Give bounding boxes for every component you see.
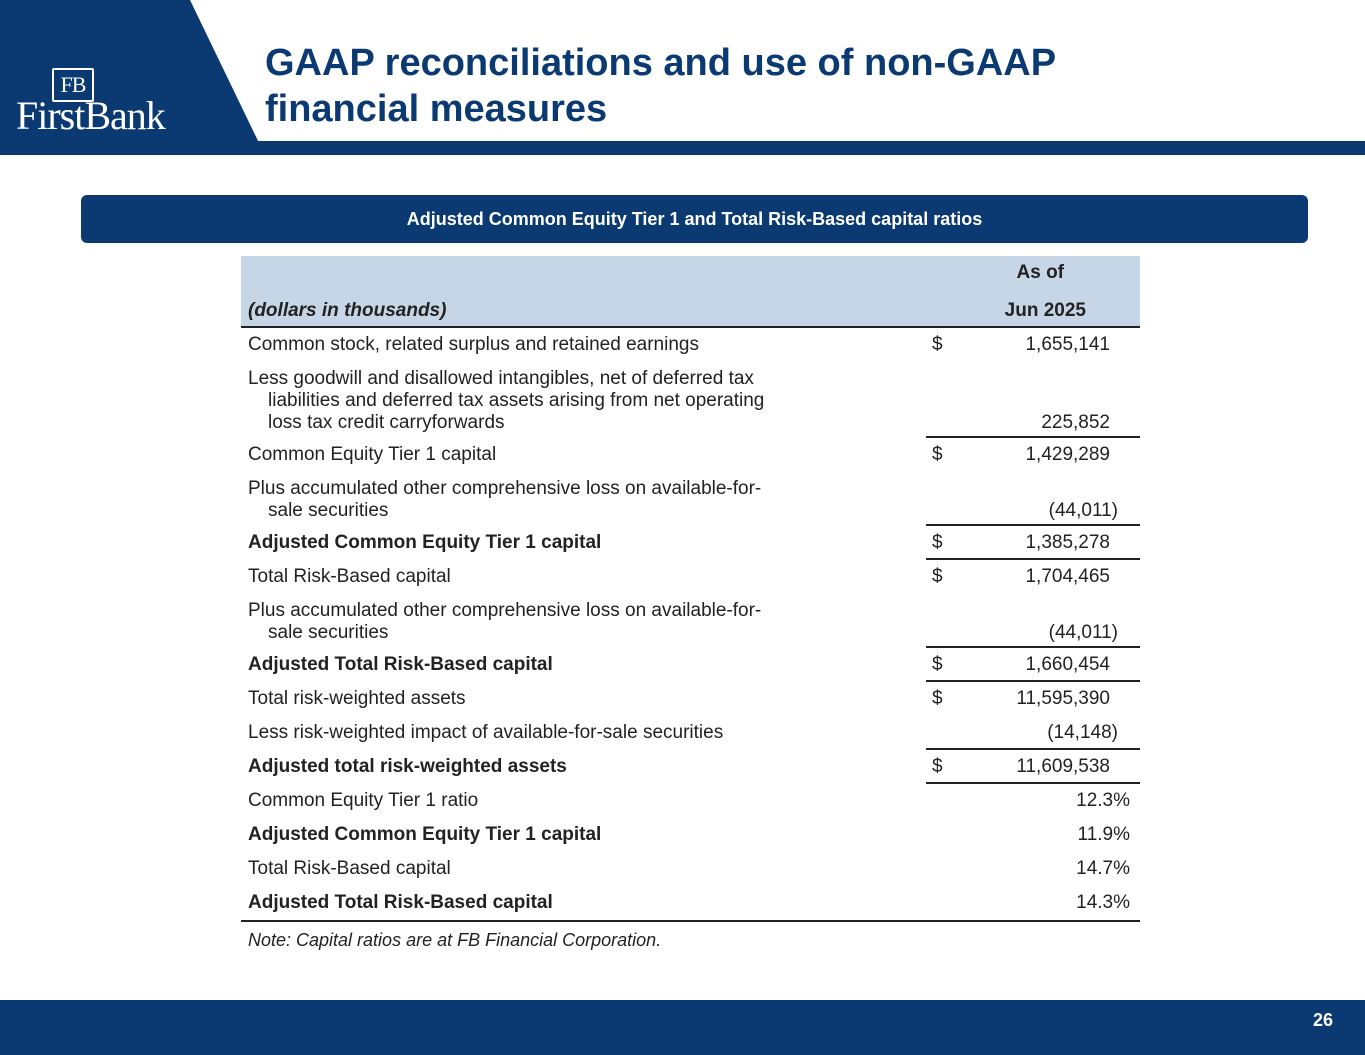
row-value: 12.3%	[1076, 790, 1130, 811]
row-label: Common stock, related surplus and retained earnings	[248, 334, 699, 355]
dollar-sign: $	[932, 444, 943, 465]
table-row	[241, 438, 1140, 472]
table-row	[241, 750, 1140, 784]
value-cell	[926, 362, 1140, 438]
row-value: 11,609,538	[1016, 756, 1110, 777]
value-cell	[926, 560, 1140, 594]
value-cell	[926, 328, 1140, 362]
dollar-sign: $	[932, 654, 943, 675]
value-cell	[926, 594, 1140, 648]
row-value: 1,655,141	[1025, 334, 1110, 355]
value-cell	[926, 852, 1140, 886]
dollar-sign: $	[932, 334, 943, 355]
row-value: (44,011)	[1048, 500, 1118, 521]
value-cell	[926, 784, 1140, 818]
row-value: 1,660,454	[1025, 654, 1110, 675]
value-cell	[926, 682, 1140, 716]
row-label: Less risk-weighted impact of available-for-sale securities	[248, 722, 724, 743]
row-label: Adjusted Common Equity Tier 1 capital	[248, 824, 602, 845]
row-label-line: Plus accumulated other comprehensive loss on available-for-	[248, 478, 762, 499]
row-label: Common Equity Tier 1 capital	[248, 444, 497, 465]
table-row	[241, 886, 1140, 922]
value-cell	[926, 716, 1140, 750]
row-value: 14.7%	[1076, 858, 1130, 879]
units-label: (dollars in thousands)	[248, 300, 447, 321]
value-cell	[926, 750, 1140, 784]
row-label: Adjusted Total Risk-Based capital	[248, 654, 553, 675]
column-header-period: Jun 2025	[1004, 300, 1086, 321]
value-cell	[926, 886, 1140, 920]
row-label-line: Plus accumulated other comprehensive loss on available-for-	[248, 600, 762, 621]
row-label	[241, 362, 908, 438]
logo-mark: FB	[52, 68, 94, 102]
row-label: Total Risk-Based capital	[248, 858, 451, 879]
page-number: 26	[1312, 1010, 1333, 1030]
capital-reconciliation-table	[241, 256, 1140, 922]
table-header	[241, 256, 1140, 328]
title-line-2: financial measures	[265, 88, 608, 130]
logo-wordmark: FirstBank	[16, 93, 165, 138]
title-line-1: GAAP reconciliations and use of non-GAAP	[265, 42, 1057, 84]
table-row	[241, 716, 1140, 750]
page-title	[265, 40, 1265, 132]
row-value: 1,704,465	[1025, 566, 1110, 587]
row-label: Adjusted Common Equity Tier 1 capital	[248, 532, 602, 553]
row-value: 1,429,289	[1025, 444, 1110, 465]
row-label: Adjusted total risk-weighted assets	[248, 756, 567, 777]
table-row	[241, 526, 1140, 560]
value-cell	[926, 438, 1140, 472]
table-row	[241, 682, 1140, 716]
row-label: Common Equity Tier 1 ratio	[248, 790, 479, 811]
value-cell	[926, 648, 1140, 682]
value-cell	[926, 472, 1140, 526]
row-value: (44,011)	[1048, 622, 1118, 643]
table-row	[241, 472, 1140, 526]
value-cell	[926, 818, 1140, 852]
table-row	[241, 328, 1140, 362]
section-banner: Adjusted Common Equity Tier 1 and Total Risk-Based capital ratios	[81, 195, 1308, 243]
value-cell	[926, 526, 1140, 560]
column-header-as-of: As of	[1016, 262, 1064, 283]
row-value: 225,852	[1041, 412, 1110, 433]
row-value: (14,148)	[1047, 722, 1118, 743]
row-label-line: liabilities and deferred tax assets arising from net operating	[268, 390, 765, 411]
row-value: 14.3%	[1076, 892, 1130, 913]
header-rule	[0, 141, 1365, 155]
table-row	[241, 818, 1140, 852]
row-value: 11.9%	[1077, 824, 1130, 845]
row-label	[241, 594, 908, 648]
dollar-sign: $	[932, 566, 943, 587]
row-value: 1,385,278	[1025, 532, 1110, 553]
row-label	[241, 472, 908, 526]
row-label-line: loss tax credit carryforwards	[268, 412, 505, 433]
dollar-sign: $	[932, 532, 943, 553]
row-label-line: Less goodwill and disallowed intangibles, net of deferred tax	[248, 368, 754, 389]
table-row	[241, 648, 1140, 682]
dollar-sign: $	[932, 688, 943, 709]
footer-bar	[0, 1000, 1365, 1055]
row-label: Total Risk-Based capital	[248, 566, 451, 587]
row-label: Adjusted Total Risk-Based capital	[248, 892, 553, 913]
table-row	[241, 594, 1140, 648]
table-row	[241, 560, 1140, 594]
table-note: Note: Capital ratios are at FB Financial Corporation.	[248, 930, 662, 950]
table-row	[241, 852, 1140, 886]
row-label-line: sale securities	[268, 622, 389, 643]
table-row	[241, 362, 1140, 438]
row-value: 11,595,390	[1016, 688, 1110, 709]
dollar-sign: $	[932, 756, 943, 777]
row-label: Total risk-weighted assets	[248, 688, 466, 709]
row-label-line: sale securities	[268, 500, 389, 521]
table-row	[241, 784, 1140, 818]
